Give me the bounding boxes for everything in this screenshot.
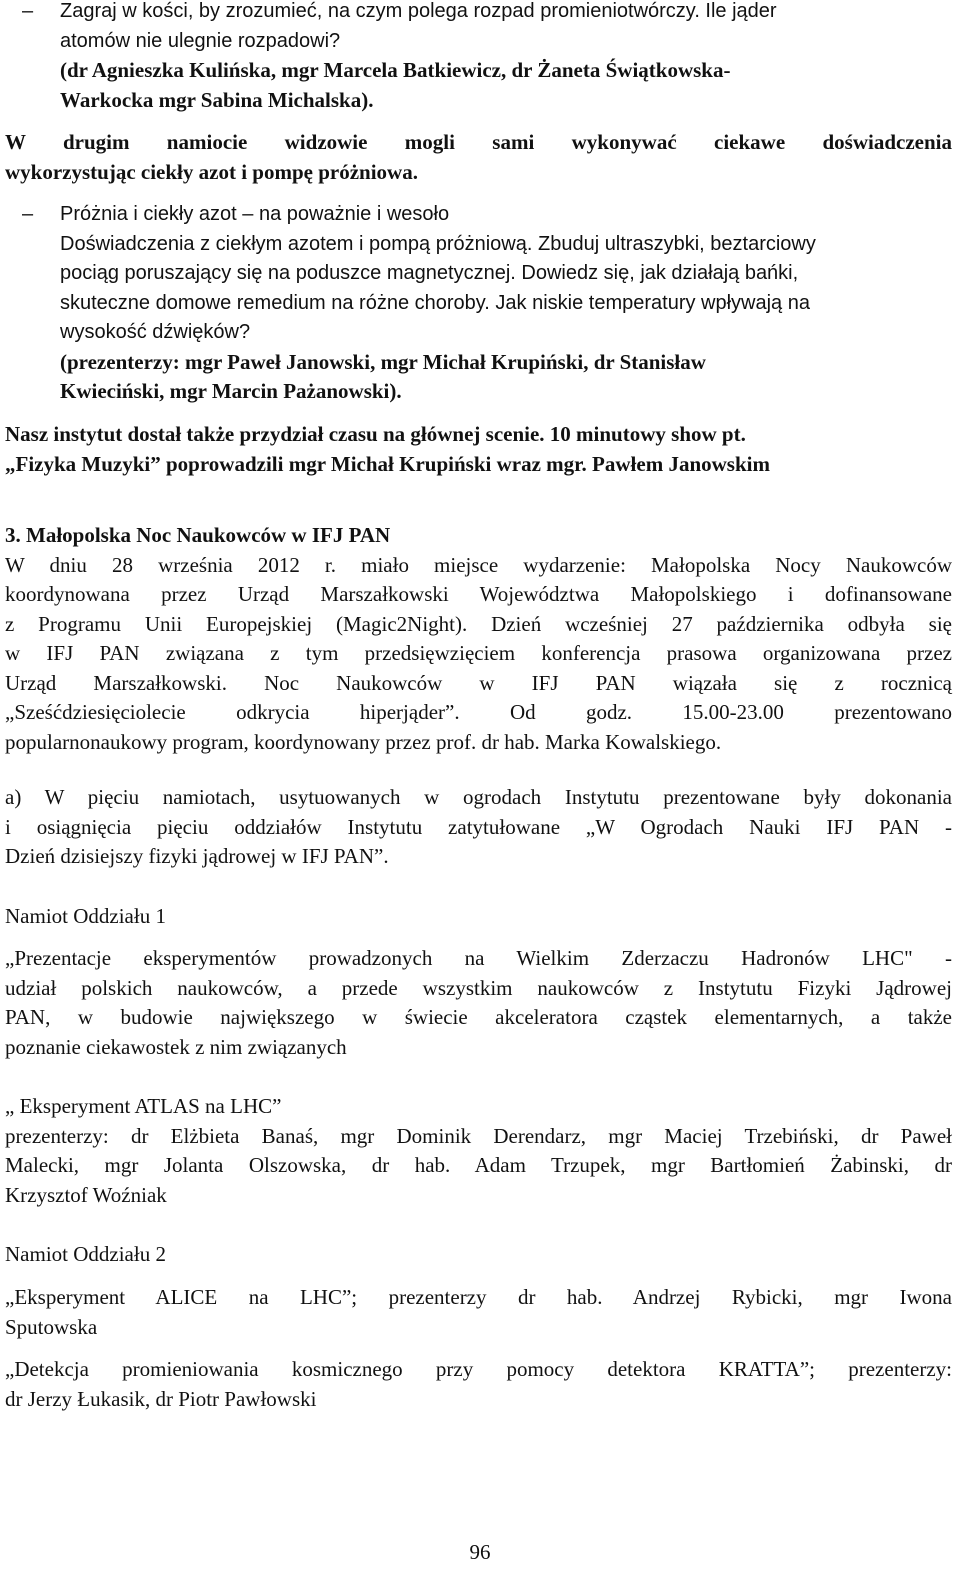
bullet-dice: [22, 0, 952, 115]
section-3-line: popularnonaukowy program, koordynowany przez prof. dr hab. Marka Kowalskiego.: [5, 729, 722, 754]
bullet-dice-presenters: (dr Agnieszka Kulińska, mgr Marcela Batkiewicz, dr Żaneta Świątkowska- Warkocka mgr Sabina Michalska).: [60, 58, 731, 112]
section-3-line: Urząd Marszałkowski. Noc Naukowców w IFJ PAN wiązała się z rocznicą: [5, 670, 952, 695]
paragraph-a: a) W pięciu namiotach, usytuowanych w ogrodach Instytutu prezentowane były dokonania i osiągnięcia pięciu oddziałów Instytutu zatytułowane „W Ogrodach Nauki IFJ PAN - Dzień dzisiejszy fizyki jądrowej w IFJ PAN”.: [5, 785, 952, 868]
page-number: 96: [469, 1540, 491, 1564]
tent2-intro: W drugim namiocie widzowie mogli sami wykonywać ciekawe doświadczenia wykorzystując ciekły azot i pompę próżniowa.: [5, 130, 952, 184]
bullet-dash: –: [22, 0, 34, 22]
bullet-dice-text: Zagraj w kości, by zrozumieć, na czym polega rozpad promieniotwórczy. Ile jąder atomów nie ulegnie rozpadowi?: [60, 0, 777, 52]
section-3-line: w IFJ PAN związana z tym przedsięwzięciem konferencja prasowa organizowana przez: [5, 641, 952, 665]
atlas-title: „ Eksperyment ATLAS na LHC”: [5, 1094, 282, 1118]
atlas-paragraph: „ Eksperyment ATLAS na LHC” prezenterzy: dr Elżbieta Banaś, mgr Dominik Derendarz, mgr Maciej Trzebiński, dr Paweł Malecki, mgr Jolanta Olszowska, dr hab. Adam Trzupek, mgr Bartłomień Żabinski, dr Krzysztof Woźniak: [5, 1094, 952, 1207]
tent2-heading: Namiot Oddziału 2: [5, 1242, 166, 1266]
section-3-line: z Programu Unii Europejskiej (Magic2Night). Dzień wcześniej 27 października odbyła się: [5, 611, 952, 636]
bullet-vacuum-text: Próżnia i ciekły azot – na poważnie i wesoło Doświadczenia z ciekłym azotem i pompą próżniową. Zbuduj ultraszybki, beztarciowy pociąg poruszający się na poduszce magnetycznej. Dowiedz się, jak działają bańki, skuteczne domowe remedium na różne choroby. Jak niskie temperatury wpływają na wysokość dźwięków?: [60, 203, 816, 343]
section-3-line: „Sześćdziesięciolecie odkrycia hiperjąder”. Od godz. 15.00-23.00 prezentowano: [5, 700, 952, 724]
bullet-vacuum: [22, 200, 952, 407]
bullet-dash: –: [22, 203, 34, 225]
section-3: [5, 521, 952, 757]
alice-paragraph: „Eksperyment ALICE na LHC”; prezenterzy dr hab. Andrzej Rybicki, mgr Iwona Sputowska: [5, 1285, 952, 1339]
kratta-paragraph: „Detekcja promieniowania kosmicznego przy pomocy detektora KRATTA”; prezenterzy: dr Jerzy Łukasik, dr Piotr Pawłowski: [5, 1357, 952, 1411]
section-3-line: W dniu 28 września 2012 r. miało miejsce wydarzenie: Małopolska Nocy Naukowców: [5, 552, 952, 577]
bullet-vacuum-presenters: (prezenterzy: mgr Paweł Janowski, mgr Michał Krupiński, dr Stanisław Kwieciński, mgr Marcin Pażanowski).: [60, 349, 706, 403]
section-3-line: koordynowana przez Urząd Marszałkowski Województwa Małopolskiego i dofinansowane: [5, 582, 952, 606]
main-stage-paragraph: Nasz instytut dostał także przydział czasu na głównej scenie. 10 minutowy show pt. „Fizyka Muzyki” poprowadzili mgr Michał Krupiński wraz mgr. Pawłem Janowskim: [5, 422, 770, 476]
tent1-lhc-paragraph: „Prezentacje eksperymentów prowadzonych na Wielkim Zderzaczu Hadronów LHC" - udział polskich naukowców, a przede wszystkim naukowców z Instytutu Fizyki Jądrowej PAN, w budowie największego w świecie akceleratora cząstek elementarnych, a także poznanie ciekawostek z nim związanych: [5, 946, 952, 1059]
tent1-heading: Namiot Oddziału 1: [5, 904, 166, 928]
section-3-heading: 3. Małopolska Noc Naukowców w IFJ PAN: [5, 523, 391, 547]
